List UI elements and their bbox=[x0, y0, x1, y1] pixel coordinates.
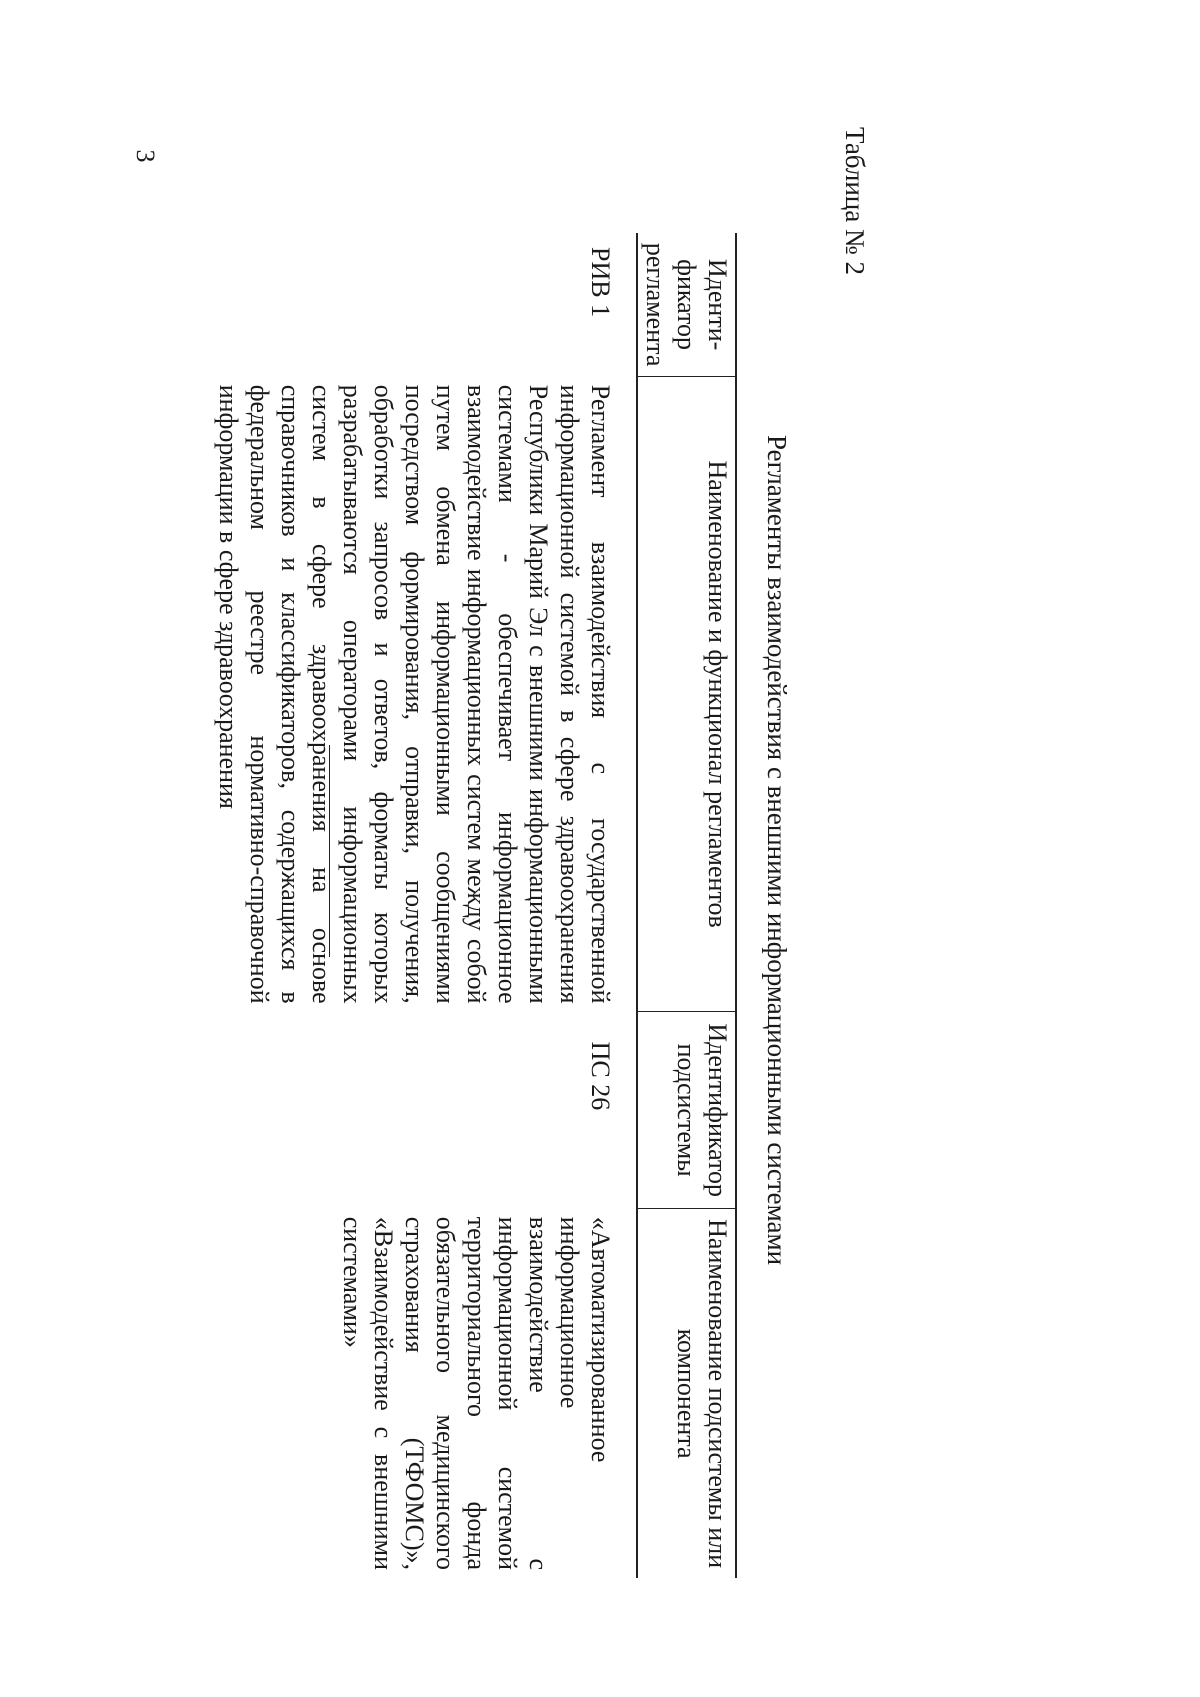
header-regulation-id: Иденти-фикатор регламента bbox=[637, 233, 736, 377]
cell-subsystem-name: «Автоматизированное информационное взаимодействие с информационной системой территориального фонда обязательного медицинского страхования (ТФОМС)», «Взаимодействие с внешними системами» bbox=[338, 1216, 615, 1570]
cell-regulation-description: Регламент взаимодействия с государственной информационной системой в сфере здравоохранения Республики Марий Эл с внешними информационными системами - обеспечивает информационное взаимодействие информационных систем между собой путем обмена информационными сообщениями посредством формирования, отправки, получения, обработки запросов и ответов, форматы которых разрабатываются операторами информационных систем в сфере здравоохранения на основе справочников и классификаторов, содержащихся в федеральном реестре нормативно-справочной информации в сфере здравоохранения bbox=[214, 384, 615, 1004]
document-title: Регламенты взаимодействия с внешними информационными системами bbox=[762, 434, 792, 1266]
header-subsystem-id: Идентификатор подсистемы bbox=[637, 1012, 736, 1209]
cell-subsystem-id: ПС 26 bbox=[586, 1041, 615, 1111]
table-header-row bbox=[637, 233, 736, 1578]
table-row bbox=[209, 233, 637, 1578]
rotated-content bbox=[150, 50, 1050, 1650]
regulations-table bbox=[209, 233, 737, 1578]
page-number: 3 bbox=[131, 149, 160, 163]
table-label: Таблица № 2 bbox=[840, 127, 870, 275]
header-regulation-name: Наименование и функционал регламентов bbox=[637, 377, 736, 1012]
cell-regulation-id: РИВ 1 bbox=[586, 247, 615, 318]
header-subsystem-name: Наименование подсистемы или компонента bbox=[637, 1209, 736, 1578]
bottom-divider-line bbox=[329, 745, 330, 957]
